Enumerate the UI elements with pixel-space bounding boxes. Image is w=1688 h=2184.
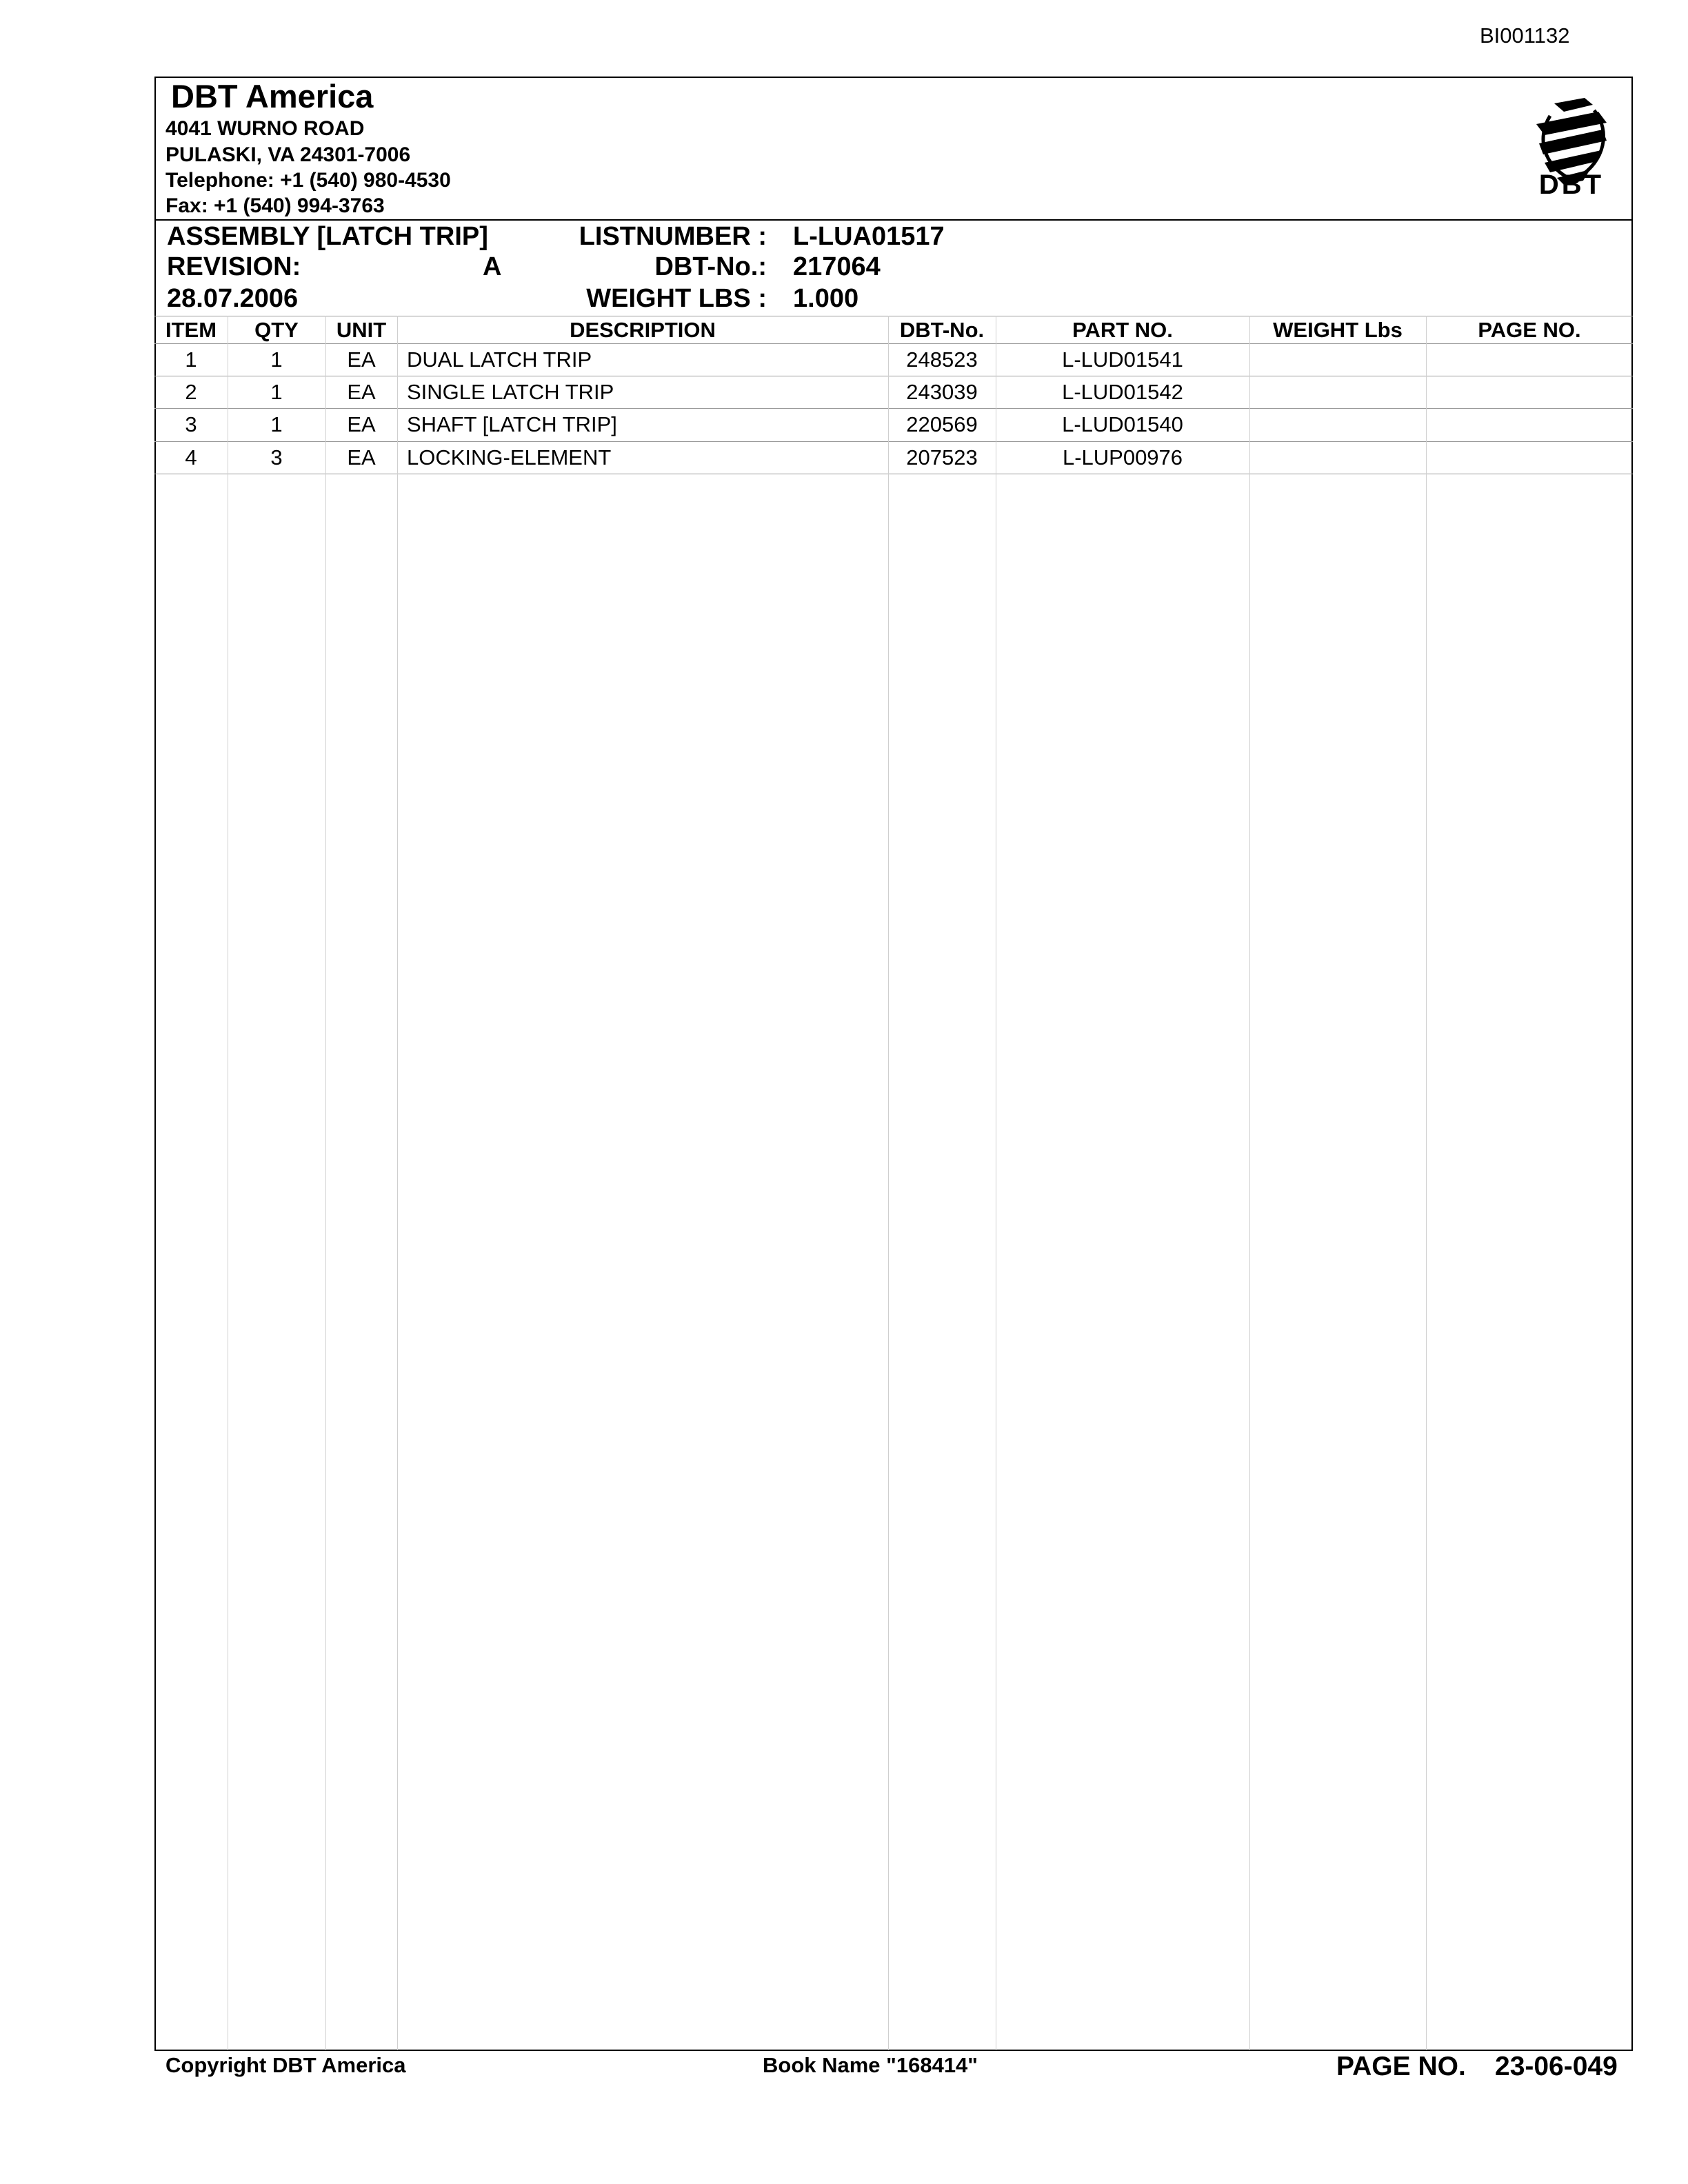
cell-qty: 1 [270, 412, 283, 436]
column-divider [325, 316, 326, 2050]
column-header-part-no: PART NO. [1072, 318, 1173, 342]
cell-qty: 3 [270, 445, 283, 469]
cell-dbt-no: 248523 [906, 347, 978, 372]
footer-page-number: 23-06-049 [1495, 2052, 1618, 2081]
column-divider [1249, 316, 1250, 2050]
cell-item: 3 [185, 412, 197, 436]
footer-book-name: Book Name "168414" [763, 2053, 978, 2077]
company-name: DBT America [171, 78, 374, 114]
cell-unit: EA [347, 347, 376, 372]
column-header-item: ITEM [165, 318, 217, 342]
cell-description: SINGLE LATCH TRIP [407, 380, 614, 404]
cell-part-no: L-LUP00976 [1062, 445, 1183, 469]
cell-qty: 1 [270, 380, 283, 404]
footer-page-label: PAGE NO. [1336, 2052, 1466, 2081]
assembly-date: 28.07.2006 [167, 284, 299, 313]
column-header-weight: WEIGHT Lbs [1273, 318, 1403, 342]
column-header-qty: QTY [254, 318, 299, 342]
column-header-page-no: PAGE NO. [1478, 318, 1581, 342]
cell-page-no [1426, 344, 1633, 376]
document-id: BI001132 [1480, 23, 1570, 48]
cell-item: 4 [185, 445, 197, 469]
logo-wordmark: DBT [1538, 170, 1605, 200]
cell-item: 2 [185, 380, 197, 404]
header-divider [154, 219, 1633, 221]
revision-value: A [483, 252, 502, 281]
cell-description: DUAL LATCH TRIP [407, 347, 592, 372]
weight-label: WEIGHT LBS : [586, 284, 767, 313]
cell-part-no: L-LUD01542 [1062, 380, 1183, 404]
cell-description: LOCKING-ELEMENT [407, 445, 612, 469]
listnumber-label: LISTNUMBER : [579, 222, 767, 251]
company-telephone: Telephone: +1 (540) 980-4530 [165, 169, 451, 192]
column-header-dbt-no: DBT-No. [899, 318, 985, 342]
cell-dbt-no: 220569 [906, 412, 978, 436]
cell-part-no: L-LUD01540 [1062, 412, 1183, 436]
cell-page-no [1426, 409, 1633, 441]
cell-description: SHAFT [LATCH TRIP] [407, 412, 617, 436]
revision-label: REVISION: [167, 252, 301, 281]
cell-unit: EA [347, 412, 376, 436]
cell-unit: EA [347, 380, 376, 404]
cell-weight [1249, 376, 1426, 408]
cell-item: 1 [185, 347, 197, 372]
cell-weight [1249, 409, 1426, 441]
dbt-no-label: DBT-No.: [654, 252, 767, 281]
cell-weight [1249, 344, 1426, 376]
weight-value: 1.000 [793, 284, 859, 313]
cell-dbt-no: 207523 [906, 445, 978, 469]
listnumber-value: L-LUA01517 [793, 222, 945, 251]
column-divider [397, 316, 398, 2050]
cell-qty: 1 [270, 347, 283, 372]
cell-unit: EA [347, 445, 376, 469]
column-header-description: DESCRIPTION [570, 318, 716, 342]
dbt-logo [1529, 97, 1612, 207]
cell-page-no [1426, 376, 1633, 408]
column-divider [1426, 316, 1427, 2050]
company-address-line1: 4041 WURNO ROAD [165, 117, 365, 140]
dbt-no-value: 217064 [793, 252, 881, 281]
cell-part-no: L-LUD01541 [1062, 347, 1183, 372]
cell-page-no [1426, 442, 1633, 474]
cell-weight [1249, 442, 1426, 474]
column-header-unit: UNIT [336, 318, 387, 342]
column-divider [888, 316, 889, 2050]
cell-dbt-no: 243039 [906, 380, 978, 404]
company-fax: Fax: +1 (540) 994-3763 [165, 194, 385, 217]
company-address-line2: PULASKI, VA 24301-7006 [165, 143, 411, 166]
assembly-title: ASSEMBLY [LATCH TRIP] [167, 222, 488, 251]
footer-copyright: Copyright DBT America [165, 2053, 406, 2077]
